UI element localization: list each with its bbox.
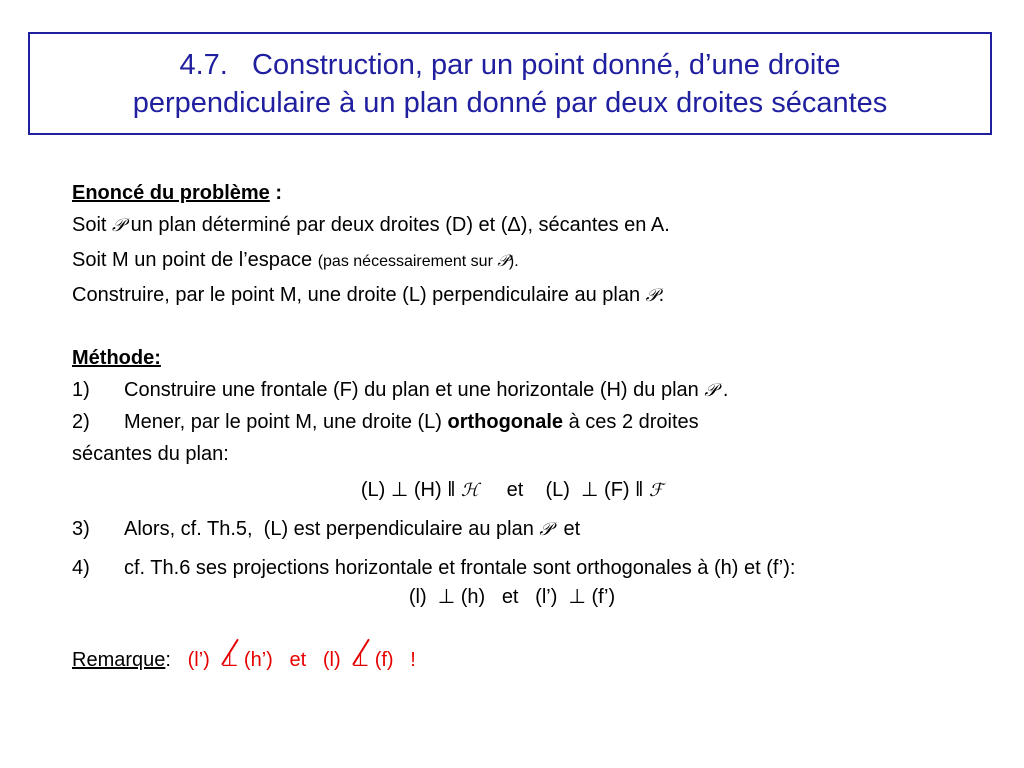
perp-glyph: ⊥: [351, 649, 370, 671]
enonce-line-1: [72, 213, 670, 238]
enonce-heading-line: [72, 181, 282, 205]
plane-symbol: 𝒫: [539, 519, 553, 540]
title-line-2: perpendiculaire à un plan donné par deux droites sécantes: [132, 86, 888, 119]
text: Soit M un point de l’espace: [72, 249, 318, 271]
plane-symbol-h: ℋ: [461, 480, 479, 501]
formula-line: [0, 478, 1024, 503]
text: et: [552, 518, 581, 540]
text: :: [165, 649, 171, 671]
remarque-line: [72, 648, 416, 672]
text: ).: [508, 253, 519, 270]
title-line-1: [179, 46, 840, 84]
text: (f) !: [369, 649, 416, 671]
text: et (L) ⊥ (F) ‖: [478, 479, 649, 501]
text: Construire, par le point M, une droite (L) perpendiculaire au plan: [72, 284, 646, 306]
plane-symbol: 𝒫: [704, 380, 718, 401]
text: Mener, par le point M, une droite (L): [124, 411, 448, 433]
text: Soit: [72, 214, 113, 236]
enonce-line-3: [72, 283, 664, 308]
enonce-line-2: [72, 248, 519, 274]
perp-glyph: ⊥: [220, 649, 239, 671]
text: (h’) et (l): [238, 649, 352, 671]
text: Alors, cf. Th.5, (L) est perpendiculaire au plan: [124, 518, 540, 540]
methode-heading: Méthode:: [72, 347, 161, 369]
step-2-continuation: sécantes du plan:: [72, 443, 229, 465]
text: Construire une frontale (F) du plan et une horizontale (H) du plan: [124, 379, 705, 401]
step-number: 3): [72, 518, 90, 540]
section-number: 4.7.: [179, 48, 228, 81]
text: (l’): [187, 649, 221, 671]
step-3: [72, 517, 580, 542]
text: un plan déterminé par deux droites (D) et (Δ), sécantes en A.: [125, 214, 670, 236]
title-box: [28, 32, 992, 135]
step-number: 4): [72, 557, 90, 579]
plane-symbol: 𝒫: [645, 285, 659, 306]
text: (L) ⊥ (H) ‖: [360, 479, 462, 501]
step-number: 1): [72, 379, 90, 401]
plane-symbol-f: ℱ: [648, 480, 664, 501]
not-perpendicular-symbol: [352, 648, 369, 672]
enonce-heading: Enoncé du problème: [72, 182, 270, 204]
plane-symbol: 𝒫: [112, 215, 126, 236]
text: (pas nécessairement sur: [317, 253, 498, 270]
step-1: [72, 378, 728, 403]
text: cf. Th.6 ses projections horizontale et frontale sont orthogonales à (h) et (f’):: [124, 557, 796, 579]
title-text-1: Construction, par un point donné, d’une droite: [252, 48, 841, 81]
orthogonale-bold: orthogonale: [447, 411, 564, 433]
text: .: [658, 284, 665, 306]
step-4-formula: (l) ⊥ (h) et (l’) ⊥ (f’): [408, 586, 616, 608]
text: .: [717, 379, 729, 401]
enonce-heading-colon: :: [269, 182, 283, 204]
not-perpendicular-symbol: [221, 648, 238, 672]
step-4: [72, 556, 795, 580]
remarque-label: Remarque: [72, 649, 166, 671]
step-number: 2): [72, 411, 90, 433]
plane-symbol: 𝒫: [497, 251, 509, 270]
step-2: [72, 410, 699, 434]
text: à ces 2 droites: [563, 411, 699, 433]
